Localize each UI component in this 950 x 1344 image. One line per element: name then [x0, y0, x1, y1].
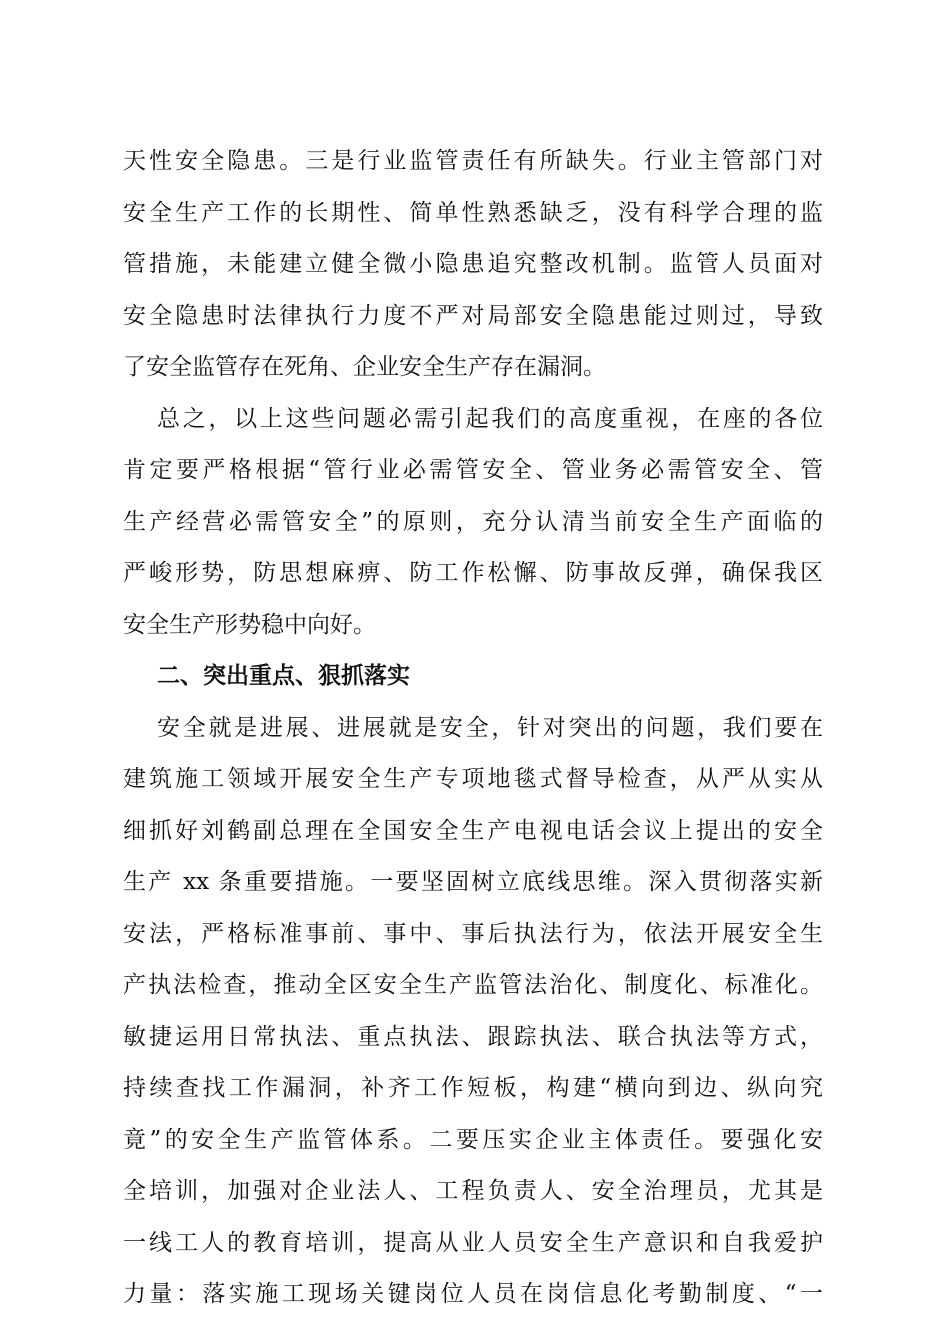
section-heading: 二、突出重点、狠抓落实 — [157, 663, 410, 689]
paragraph-line: 安全隐患时法律执行力度不严对局部安全隐患能过则过，导致 — [123, 302, 823, 329]
paragraph-line: 了安全监管存在死角、企业安全生产存在漏洞。 — [123, 354, 606, 380]
paragraph-line: 一线工人的教育培训，提高从业人员安全生产意识和自我爱护 — [123, 1229, 823, 1256]
paragraph-line: 天性安全隐患。三是行业监管责任有所缺失。行业主管部门对 — [123, 148, 823, 174]
paragraph-line: 竟”的安全生产监管体系。二要压实企业主体责任。要强化安 — [123, 1126, 823, 1153]
paragraph-line: 细抓好刘鹤副总理在全国安全生产电视电话会议上提出的安全 — [123, 817, 823, 844]
paragraph-line: 生产 xx 条重要措施。一要坚固树立底线思维。深入贯彻落实新 — [123, 869, 823, 895]
paragraph-line: 管措施，未能建立健全微小隐患追究整改机制。监管人员面对 — [123, 251, 823, 277]
paragraph-line: 安全生产工作的长期性、简单性熟悉缺乏，没有科学合理的监 — [123, 199, 823, 226]
paragraph-line: 力量：落实施工现场关键岗位人员在岗信息化考勤制度、“一 — [123, 1281, 823, 1307]
paragraph-line: 生产经营必需管安全”的原则，充分认清当前安全生产面临的 — [123, 508, 823, 535]
paragraph-line: 安法，严格标准事前、事中、事后执法行为，依法开展安全生 — [123, 920, 823, 947]
paragraph-line: 严峻形势，防思想麻痹、防工作松懈、防事故反弹，确保我区 — [123, 560, 823, 586]
paragraph-line: 安全就是进展、进展就是安全，针对突出的问题，我们要在 — [157, 714, 823, 741]
paragraph-line: 安全生产形势稳中向好。 — [123, 611, 376, 638]
paragraph-line: 总之，以上这些问题必需引起我们的高度重视，在座的各位 — [157, 405, 823, 432]
paragraph-line: 全培训，加强对企业法人、工程负责人、安全治理员，尤其是 — [123, 1178, 823, 1204]
paragraph-line: 肯定要严格根据“管行业必需管安全、管业务必需管安全、管 — [123, 457, 823, 483]
document-body — [123, 136, 823, 1321]
paragraph-line: 产执法检查，推动全区安全生产监管法治化、制度化、标准化。 — [123, 972, 823, 998]
paragraph-line: 敏捷运用日常执法、重点执法、跟踪执法、联合执法等方式， — [123, 1023, 823, 1050]
paragraph-line: 持续查找工作漏洞，补齐工作短板，构建“横向到边、纵向究 — [123, 1075, 823, 1101]
paragraph-line: 建筑施工领域开展安全生产专项地毯式督导检查，从严从实从 — [123, 766, 823, 792]
